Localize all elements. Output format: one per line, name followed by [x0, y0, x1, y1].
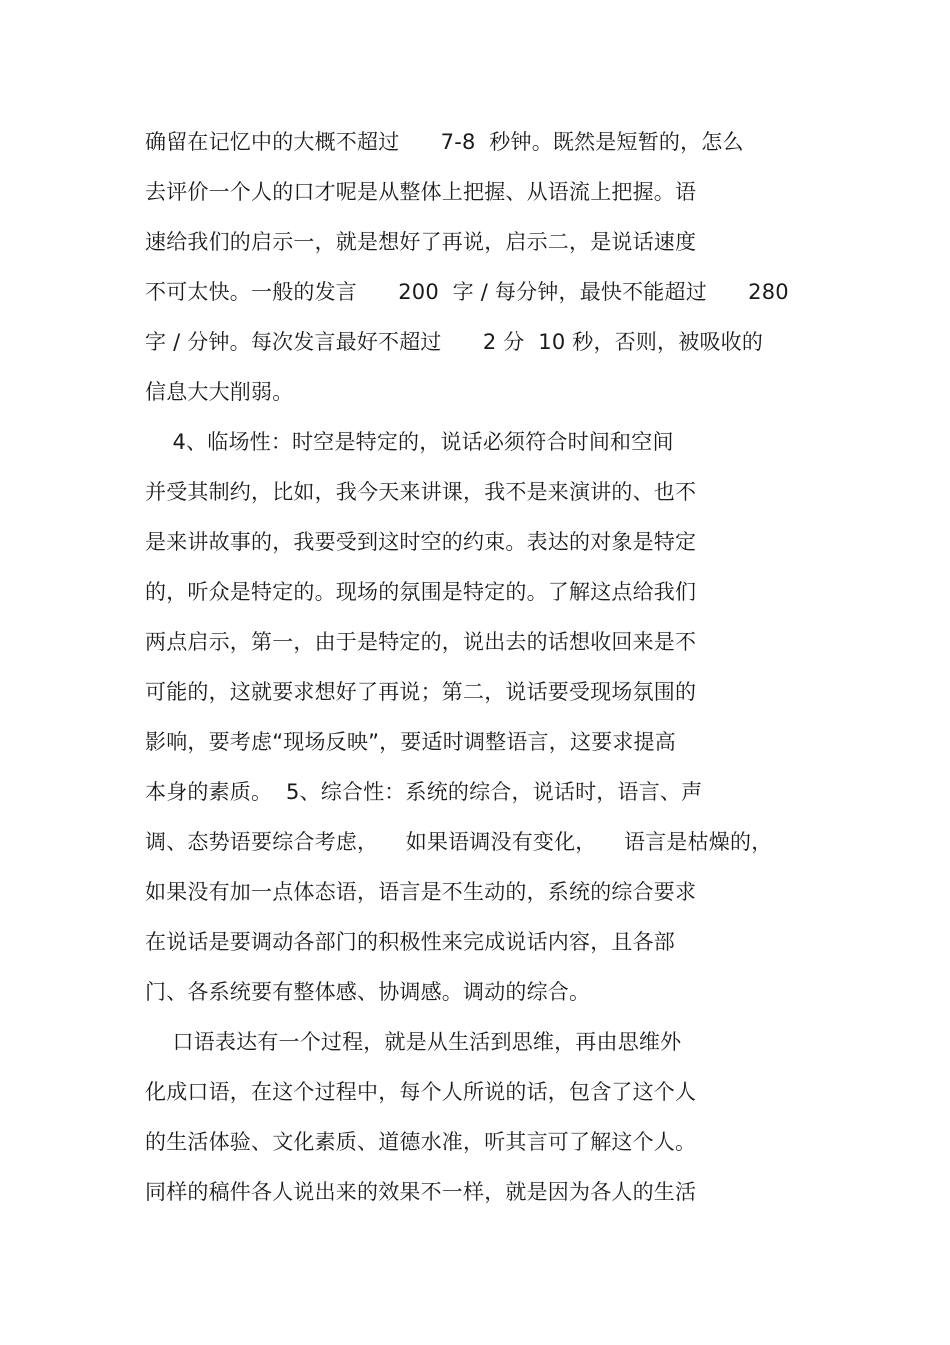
text-line: 去评价一个人的口才呢是从整体上把握、从语流上把握。语	[145, 180, 697, 204]
text-line: 本身的素质。 5、综合性：系统的综合，说话时，语言、声	[145, 780, 703, 804]
text-line: 调、态势语要综合考虑， 如果语调没有变化， 语言是枯燥的，	[145, 830, 773, 854]
paragraph-start-line: 口语表达有一个过程，就是从生活到思维，再由思维外	[145, 1030, 682, 1054]
text-line: 在说话是要调动各部门的积极性来完成说话内容，且各部	[145, 930, 675, 954]
text-line: 门、各系统要有整体感、协调感。调动的综合。	[145, 980, 591, 1004]
text-line: 字 / 分钟。每次发言最好不超过 2 分 10 秒，否则，被吸收的	[145, 330, 764, 354]
text-line: 速给我们的启示一，就是想好了再说，启示二，是说话速度	[145, 230, 697, 254]
text-line: 两点启示，第一，由于是特定的，说出去的话想收回来是不	[145, 630, 697, 654]
text-line: 是来讲故事的，我要受到这时空的约束。表达的对象是特定	[145, 530, 697, 554]
text-line: 化成口语，在这个过程中，每个人所说的话，包含了这个人	[145, 1080, 697, 1104]
paragraph-start-line: 4、临场性：时空是特定的，说话必须符合时间和空间	[145, 430, 674, 454]
text-line: 确留在记忆中的大概不超过 7-8 秒钟。既然是短暂的，怎么	[145, 130, 744, 154]
text-line: 不可太快。一般的发言 200 字 / 每分钟，最快不能超过 280	[145, 280, 789, 304]
text-line: 的，听众是特定的。现场的氛围是特定的。了解这点给我们	[145, 580, 697, 604]
text-line: 信息大大削弱。	[145, 380, 294, 404]
text-line: 可能的，这就要求想好了再说；第二，说话要受现场氛围的	[145, 680, 697, 704]
text-line: 影响，要考虑“现场反映”，要适时调整语言，这要求提高	[145, 730, 676, 754]
text-line: 的生活体验、文化素质、道德水准，听其言可了解这个人。	[145, 1130, 697, 1154]
text-line: 并受其制约，比如，我今天来讲课，我不是来演讲的、也不	[145, 480, 697, 504]
text-line: 如果没有加一点体态语，语言是不生动的，系统的综合要求	[145, 880, 697, 904]
text-line: 同样的稿件各人说出来的效果不一样，就是因为各人的生活	[145, 1180, 697, 1204]
